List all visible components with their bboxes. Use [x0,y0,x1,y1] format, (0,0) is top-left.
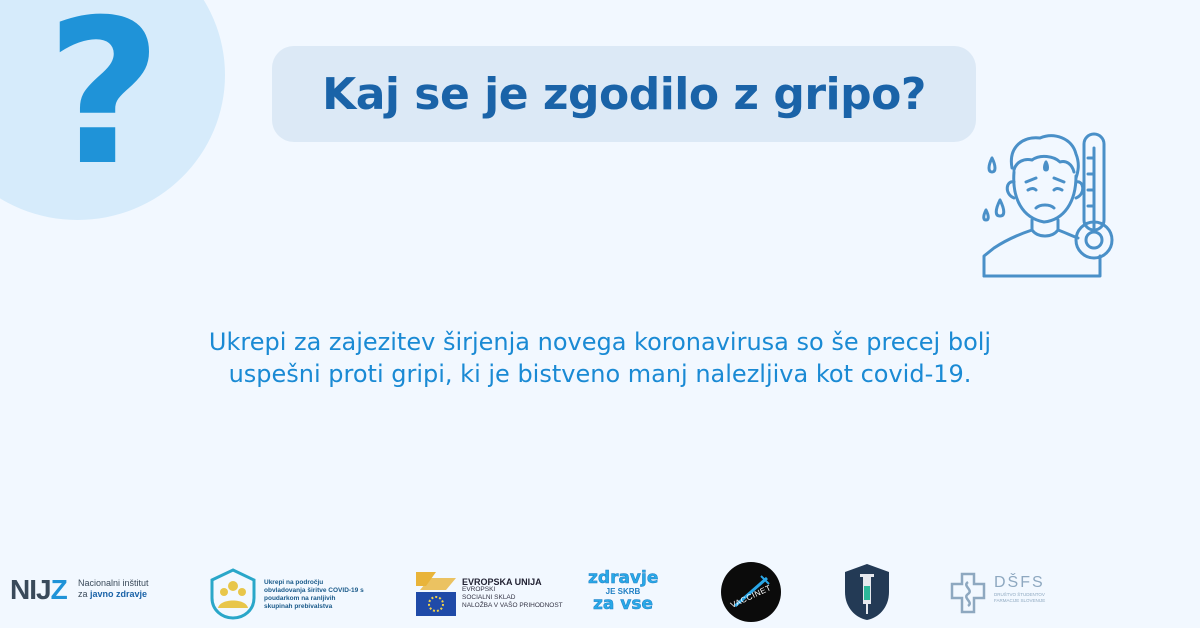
logo-bar [0,560,1200,628]
page-title: Kaj se je zgodilo z gripo? [322,68,926,120]
zdravje-line3: za vse [592,594,653,614]
nijz-mark-left: NIJ [10,574,51,605]
eu-line1: EVROPSKA UNIJA [462,577,542,587]
eu-line2: EVROPSKI [462,586,496,593]
eu-line4: NALOŽBA V VAŠO PRIHODNOST [462,602,563,609]
nijz-line1: Nacionalni inštitut [78,578,149,588]
dsfs-line2: FARMACIJE SLOVENIJE [994,598,1046,603]
eu-logo-icon [416,572,456,616]
nijz-line2-bold: javno zdravje [90,589,148,599]
vaccinet-text: VACCINET [729,583,773,610]
nijz-mark-right: Z [50,574,67,605]
ukrepi-logo-icon [208,568,258,620]
nijz-logo-text [78,578,149,600]
nijz-line2-prefix: za [78,589,91,599]
shield-syringe-logo [842,562,892,622]
sick-person-thermometer-icon [980,128,1120,280]
title-box [272,46,976,142]
ukrepi-logo-text: Ukrepi na področju obvladovanja širitve COVID-19 s poudarkom na ranljivih skupinah prebivalstva [264,579,364,610]
zdravje-line2: JE SKRB [605,587,641,596]
dsfs-line1: DRUŠTVO ŠTUDENTOV [994,592,1045,597]
nijz-logo [10,574,67,606]
dsfs-logo-text [994,574,1045,604]
eu-logo-text [462,578,563,610]
dsfs-logo-icon [948,570,988,616]
body-text: Ukrepi za zajezitev širjenja novega koronavirusa so še precej bolj uspešni proti gripi, ki je bistveno manj nalezljiva kot covid-19. [208,328,992,388]
question-mark-icon: ? [45,0,162,210]
vaccinet-logo [721,562,781,622]
zdravje-logo [588,570,658,620]
zdravje-line1: zdravje [588,568,659,588]
dsfs-name: DŠFS [994,574,1045,591]
eu-line3: SOCIALNI SKLAD [462,594,516,601]
